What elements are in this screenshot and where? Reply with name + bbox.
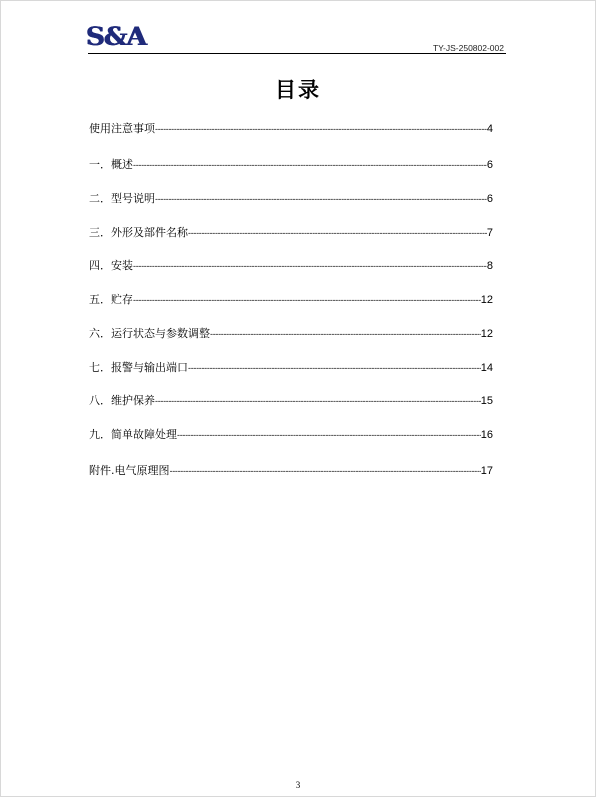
toc-leader-dots	[155, 121, 487, 137]
toc-leader-dots	[133, 258, 487, 274]
toc-entry-installation[interactable]	[89, 258, 493, 274]
toc-entry-page: 8	[486, 260, 493, 272]
toc-entry-label: 八．维护保养	[89, 394, 155, 407]
toc-entry-page: 4	[486, 123, 493, 135]
toc-leader-dots	[133, 157, 487, 173]
toc-leader-dots	[170, 463, 481, 479]
toc-entry-wiring-diagram[interactable]	[89, 463, 493, 479]
header-divider	[88, 53, 506, 54]
toc-entry-troubleshooting[interactable]	[89, 427, 493, 443]
toc-entry-label: 使用注意事项	[89, 122, 155, 135]
toc-entry-label: 九．简单故障处理	[89, 428, 177, 441]
toc-entry-page: 16	[480, 429, 493, 441]
toc-entry-label: 四．安装	[89, 259, 133, 272]
toc-entry-page: 7	[486, 227, 493, 239]
toc-entry-label: 附件.电气原理图	[89, 464, 170, 477]
page-number: 3	[295, 780, 301, 790]
toc-leader-dots	[188, 360, 481, 376]
toc-entry-storage[interactable]	[89, 292, 493, 308]
document-code: TY-JS-250802-002	[432, 43, 504, 53]
toc-entry-page: 6	[486, 159, 493, 171]
toc-title: 目录	[275, 78, 321, 102]
toc-entry-page: 12	[480, 328, 493, 340]
toc-entry-label: 五．贮存	[89, 293, 133, 306]
toc-leader-dots	[188, 225, 487, 241]
toc-entry-label: 一．概述	[89, 158, 133, 171]
toc-entry-page: 17	[480, 465, 493, 477]
toc-entry-page: 14	[480, 362, 493, 374]
toc-leader-dots	[133, 292, 481, 308]
toc-entry-page: 6	[486, 193, 493, 205]
toc-entry-label: 三．外形及部件名称	[89, 226, 188, 239]
toc-leader-dots	[155, 393, 481, 409]
toc-entry-label: 六．运行状态与参数调整	[89, 327, 210, 340]
toc-leader-dots	[155, 191, 487, 207]
toc-entry-overview[interactable]	[89, 157, 493, 173]
toc-entry-alarm-output[interactable]	[89, 360, 493, 376]
toc-entry-safety-notes[interactable]	[89, 121, 493, 137]
toc-entry-page: 15	[480, 395, 493, 407]
toc-entry-page: 12	[480, 294, 493, 306]
toc-entry-model-description[interactable]	[89, 191, 493, 207]
toc-leader-dots	[210, 326, 481, 342]
toc-leader-dots	[177, 427, 481, 443]
company-logo: S&A	[86, 22, 146, 51]
toc-entry-operation-parameters[interactable]	[89, 326, 493, 342]
toc-entry-label: 七．报警与输出端口	[89, 361, 188, 374]
toc-entry-appearance-parts[interactable]	[89, 225, 493, 241]
toc-entry-maintenance[interactable]	[89, 393, 493, 409]
toc-entry-label: 二．型号说明	[89, 192, 155, 205]
